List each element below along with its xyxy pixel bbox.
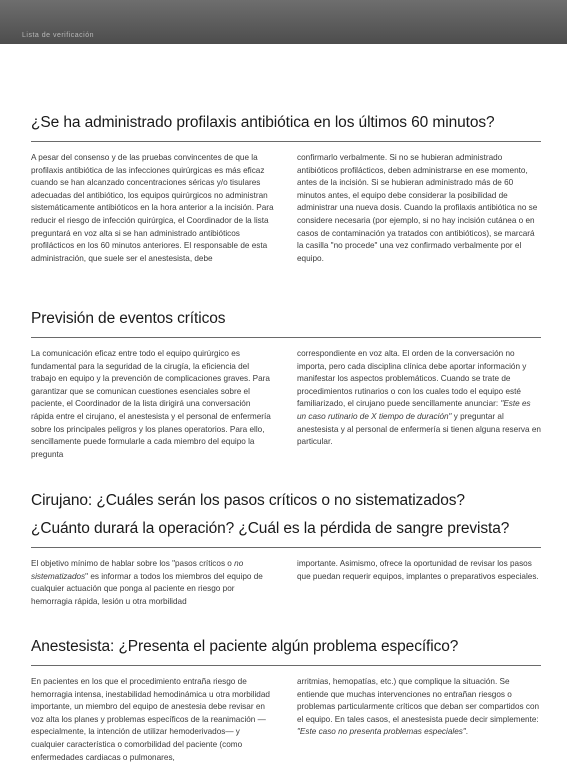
body-column-right: confirmarlo verbalmente. Si no se hubieran administrado antibióticos profilácticos, deben administrarse en ese momento, antes de la incisión. Si se hubieran administrado más de 60 minutos antes, el equipo debe considerar la posibilidad de administrar una nueva dosis. Cuando la profilaxis antibiótica no se considere necesaria (por ejemplo, si no hay incisión cutánea o en casos de contaminación ya tratados con antibióticos), se marcará la casilla "no procede" una vez confirmado verbalmente por el equipo. — [297, 153, 538, 263]
quoted-text: "Este es un caso rutinario de X tiempo de duración" — [297, 399, 531, 421]
body-text: correspondiente en voz alta. El orden de la conversación no importa, pero cada disciplina clínica debe aportar información y manifestar los aspectos problemáticos. Cuando se trate de procedimientos rutinarios o con los cuales todo el equipo esté familiarizado, el cirujano puede sencillamente anunciar: — [297, 349, 527, 409]
section-heading: ¿Se ha administrado profilaxis antibiótica en los últimos 60 minutos? — [31, 114, 495, 131]
section-heading: Anestesista: ¿Presenta el paciente algún problema específico? — [31, 638, 459, 655]
body-column-right: importante. Asimismo, ofrece la oportunidad de revisar los pasos que puedan requerir equipos, implantes o preparativos especiales. — [297, 559, 539, 581]
body-text: " es informar a todos los miembros del equipo de cualquier actuación que ponga al paciente en riesgo por hemorragia rápida, lesión u otra morbilidad — [31, 571, 263, 606]
section-heading-line2: ¿Cuánto durará la operación? ¿Cuál es la pérdida de sangre prevista? — [31, 520, 510, 537]
section-divider — [31, 665, 541, 666]
body-column-left — [31, 558, 275, 608]
section-antibiotic-prophylaxis — [31, 112, 541, 265]
body-text: y preguntar al anestesista y al personal de enfermería si tienen alguna reserva en particular. — [297, 411, 541, 447]
body-column-right — [297, 348, 541, 461]
section-anesthetist — [31, 636, 541, 764]
body-text: . — [465, 727, 469, 737]
section-divider — [31, 141, 541, 142]
section-critical-events — [31, 308, 541, 461]
emphasized-text: no sistematizados — [31, 559, 244, 581]
section-heading: Cirujano: ¿Cuáles serán los pasos críticos o no sistematizados? — [31, 492, 465, 509]
body-column-left: La comunicación eficaz entre todo el equipo quirúrgico es fundamental para la seguridad de la cirugía, la eficiencia del trabajo en equipo y la prevención de complicaciones graves. Para garantizar que se comunican cuestiones esenciales sobre el paciente, el Coordinador de la lista dirigirá una conversación rápida entre el cirujano, el anestesista y el personal de enfermería sobre los principales peligros y los planes operatorios. Para ello, sencillamente puede formularle a cada miembro del equipo la pregunta — [31, 349, 271, 459]
running-title: Lista de verificación — [22, 32, 94, 39]
section-divider — [31, 547, 541, 548]
section-divider — [31, 337, 541, 338]
body-text: El objetivo mínimo de hablar sobre los "pasos críticos o — [31, 559, 235, 568]
body-column-right — [297, 676, 541, 764]
top-banner — [0, 0, 567, 44]
body-text: arritmias, hemopatías, etc.) que complique la situación. Se entiende que muchas intervenciones no entrañan riesgos o problemas particularmente críticos que deban ser compartidos con el equipo. En tales casos, el anestesista puede decir simplemente: — [297, 677, 540, 724]
body-column-left: A pesar del consenso y de las pruebas convincentes de que la profilaxis antibiótica de las infecciones quirúrgicas es más eficaz cuando se han alcanzado concentraciones séricas y/o tisulares adecuadas del antibiótico, los equipos quirúrgicos no administran sistemáticamente antibióticos en la hora anterior a la incisión. Para reducir el riesgo de infección quirúrgica, el Coordinador de la lista preguntará en voz alta si se han administrado antibióticos profilácticos en los 60 minutos anteriores. El responsable de esta administración, que suele ser el anestesista, debe — [31, 153, 274, 263]
section-surgeon — [31, 490, 541, 608]
body-column-left: En pacientes en los que el procedimiento entraña riesgo de hemorragia intensa, inestabilidad hemodinámica u otra morbilidad importante, un miembro del equipo de anestesia debe revisar en voz alta los planes y problemas específicos de la reanimación —especialmente, la intención de utilizar hemoderivados— y cualquier característica o comorbilidad del paciente (como enfermedades cardiacas o pulmonares, — [31, 677, 270, 762]
section-heading: Previsión de eventos críticos — [31, 310, 226, 327]
quoted-text: "Este caso no presenta problemas especiales" — [297, 727, 466, 737]
